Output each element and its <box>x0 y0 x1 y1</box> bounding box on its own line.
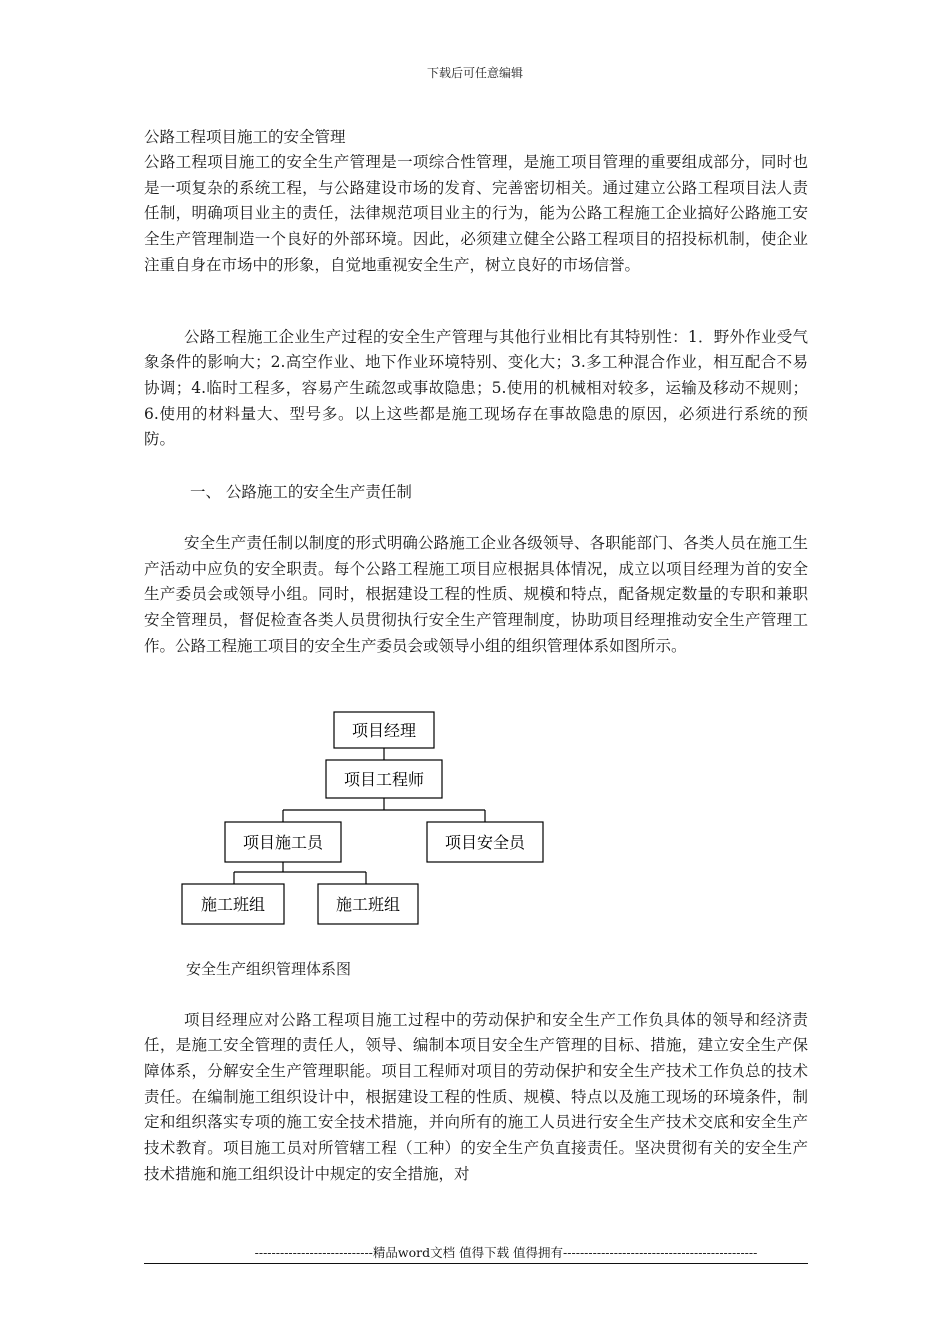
footer-text: ----------------------------精品word文档 值得下载 值得拥有---------------------------------------------- <box>254 1245 758 1260</box>
section-heading: 一、 公路施工的安全生产责任制 <box>190 483 412 502</box>
document-title: 公路工程项目施工的安全管理 <box>144 128 346 146</box>
responsibility-paragraph: 安全生产责任制以制度的形式明确公路施工企业各级领导、各职能部门、各类人员在施工生产活动中应负的安全职责。每个公路工程施工项目应根据具体情况，成立以项目经理为首的安全生产委员会或领导小组。同时，根据建设工程的性质、规模和特点，配备规定数量的专职和兼职安全管理员，督促检查各类人员贯彻执行安全生产管理制度，协助项目经理推动安全生产管理工作。公路工程施工项目的安全生产委员会或领导小组的组织管理体系如图所示。 <box>144 534 808 655</box>
figure-caption: 安全生产组织管理体系图 <box>186 959 352 978</box>
document-body <box>144 124 808 1187</box>
org-label-safety-officer: 项目安全员 <box>444 832 526 852</box>
org-label-team-2: 施工班组 <box>335 894 401 914</box>
org-label-engineer: 项目工程师 <box>343 769 425 789</box>
characteristics-paragraph: 公路工程施工企业生产过程的安全生产管理与其他行业相比有其特别性：1．野外作业受气象条件的影响大；2.高空作业、地下作业环境特别、变化大；3.多工种混合作业，相互配合不易协调；4.临时工程多，容易产生疏忽或事故隐患；5.使用的机械相对较多，运输及移动不规则；6.使用的材料量大、型号多。以上这些都是施工现场存在事故隐患的原因，必须进行系统的预防。 <box>144 327 808 449</box>
org-label-manager: 项目经理 <box>351 720 417 740</box>
duties-paragraph: 项目经理应对公路工程项目施工过程中的劳动保护和安全生产工作负具体的领导和经济责任，是施工安全管理的责任人，领导、编制本项目安全生产管理的目标、措施，建立安全生产保障体系，分解安全生产管理职能。项目工程师对项目的劳动保护和安全生产技术工作负总的技术责任。在编制施工组织设计中，根据建设工程的性质、规模、特点以及施工现场的环境条件，制定和组织落实专项的施工安全技术措施，并向所有的施工人员进行安全生产技术交底和安全生产技术教育。项目施工员对所管辖工程（工种）的安全生产负直接责任。坚决贯彻有关的安全生产技术措施和施工组织设计中规定的安全措施，对 <box>144 1010 808 1183</box>
org-label-constructor: 项目施工员 <box>242 832 324 852</box>
org-chart-svg <box>144 668 808 956</box>
footer-rule <box>144 1263 808 1264</box>
org-chart <box>144 668 808 956</box>
org-label-team-1: 施工班组 <box>200 894 266 914</box>
page-header: 下载后可任意编辑 <box>426 66 523 80</box>
intro-paragraph: 公路工程项目施工的安全生产管理是一项综合性管理，是施工项目管理的重要组成部分，同时也是一项复杂的系统工程，与公路建设市场的发育、完善密切相关。通过建立公路工程项目法人责任制，明确项目业主的责任，法律规范项目业主的行为，能为公路工程施工企业搞好公路施工安全生产管理制造一个良好的外部环境。因此，必须建立健全公路工程项目的招投标机制，使企业注重自身在市场中的形象，自觉地重视安全生产，树立良好的市场信誉。 <box>144 153 808 274</box>
page-footer <box>144 1245 808 1264</box>
